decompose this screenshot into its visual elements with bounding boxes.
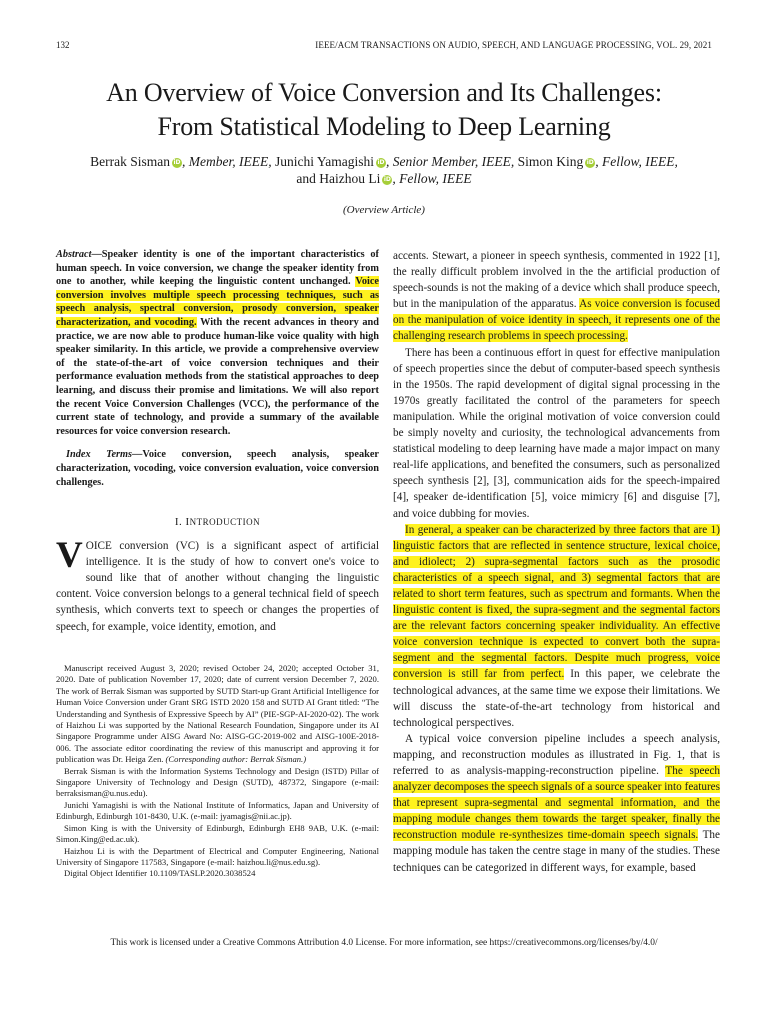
abstract (56, 248, 379, 438)
footnotes (56, 663, 379, 880)
author-list (60, 153, 708, 187)
body-paragraph (393, 248, 720, 345)
footnote-text: Manuscript received August 3, 2020; revised October 24, 2020; accepted October 31, 2020. Date of publication November 17, 2020; date of current version December 7, 2020. The work of Berrak Sisman was supported by SUTD Start-up Grant Artificial Intelligence for Human Voice Conversion under Grant SRG ISTD 2020 158 and SUTD AI Grant titled: “The Understanding and Synthesis of Expressive Speech by AI” (PIE-SGP-AI-2020-02). The work of Haizhou Li was supported by the National Research Foundation, Singapore under its AI Singapore Programme under AISG Award No: AISG-GC-2019-002 and AISG-100E-2018-006. The associate editor coordinating the review of this manuscript and approving it for publication was Dr. Heiga Zen. (56, 663, 379, 765)
footnote-affiliation: Berrak Sisman is with the Information Systems Technology and Design (ISTD) Pillar of Singapore University of Technology and Design (SUTD), 487372, Singapore (e-mail: berraksisman@u.nus.edu). (56, 765, 379, 799)
highlighted-text[interactable]: As voice conversion is focused on the manipulation of voice identity in speech, it represents one of the challenging research problems in speech processing. (393, 298, 720, 343)
abstract-text: —Speaker identity is one of the important characteristics of human speech. In voice conversion, we change the speaker identity from one to another, while keeping the linguistic content unchanged. (56, 249, 379, 288)
author-membership: , Fellow, IEEE, (595, 154, 678, 169)
section-numeral: I. (174, 516, 186, 529)
intro-text: OICE conversion (VC) is a significant aspect of artificial intelligence. It is the study of how to convert one's voice to sound like that of another without changing the linguistic content. Voice conversion belongs to a general technical field of speech synthesis, which converts text to speech or changes the properties of speech, for example, voice identity, emotion, and (56, 540, 379, 633)
footnote-doi: Digital Object Identifier 10.1109/TASLP.2020.3038524 (64, 868, 256, 879)
author-membership: , Member, IEEE, (182, 154, 272, 169)
corresponding-author: (Corresponding author: Berrak Sisman.) (165, 754, 307, 765)
abstract-lead: Abstract (56, 249, 92, 260)
title-line-1: An Overview of Voice Conversion and Its Challenges: (106, 78, 662, 107)
author-name: Junichi Yamagishi (271, 154, 375, 169)
footnote-affiliation: Haizhou Li is with the Department of Electrical and Computer Engineering, National University of Singapore 117583, Singapore (e-mail: haizhou.li@nus.edu.sg). (56, 845, 379, 867)
left-column (56, 248, 379, 635)
paper-title (40, 76, 728, 144)
orcid-icon[interactable]: iD (173, 159, 181, 166)
section-title-rest: NTRODUCTION (189, 517, 261, 528)
orcid-icon[interactable]: iD (377, 159, 385, 166)
body-paragraph (393, 522, 720, 731)
author-name: Simon King (514, 154, 584, 169)
author-membership: , Fellow, IEEE (392, 171, 472, 186)
footnote-affiliation: Simon King is with the University of Edinburgh, Edinburgh EH8 9AB, U.K. (e-mail: Simon.King@ed.ac.uk). (56, 822, 379, 845)
footnote-affiliation: Junichi Yamagishi is with the National Institute of Informatics, Japan and University of Edinburgh, Edinburgh 101-8430, U.K. (e-mail: jyamagis@nii.ac.jp). (56, 799, 379, 822)
highlighted-text[interactable]: The speech analyzer decomposes the speech signals of a source speaker into features that represent supra-segmental and segmental information, and the mapping module changes them towards the target speaker, finally the reconstruction module re-synthesizes time-domain speech signals. (393, 765, 720, 842)
index-terms (56, 448, 379, 489)
orcid-icon[interactable]: iD (586, 159, 594, 166)
body-text: The mapping module has taken the centre stage in many of the studies. These techniques can be categorized in different ways, for example, based (393, 829, 720, 874)
running-head (56, 40, 712, 54)
orcid-icon[interactable]: iD (383, 176, 391, 183)
author-name: and Haizhou Li (296, 171, 381, 186)
right-column (393, 248, 720, 876)
section-heading (56, 516, 379, 528)
index-terms-text: —Voice conversion, speech analysis, speaker characterization, vocoding, voice conversion evaluation, voice conversion challenges. (56, 449, 379, 488)
index-terms-lead: Index Terms (66, 449, 133, 461)
page-number: 132 (56, 40, 70, 50)
body-paragraph (393, 731, 720, 876)
body-text: accents. Stewart, a pioneer in speech synthesis, commented in 1922 [1], the really difficult problem involved in the the artificial production of speech-sounds is not the making of a device which shall produce speech, but in the manipulation of the apparatus. (393, 250, 720, 311)
abstract-text: With the recent advances in theory and practice, we are now able to produce human-like voice quality with high speaker similarity. In this article, we provide a comprehensive overview of the state-of-the-art of voice conversion techniques and their performance evaluation methods from the statistical approaches to deep learning, and discuss their promise and limitations. We will also report the recent Voice Conversion Challenges (VCC), the performance of the current state of technology, and provide a summary of the available resources for voice conversion research. (56, 316, 379, 437)
author-name: Berrak Sisman (90, 154, 171, 169)
drop-cap: V (56, 535, 83, 577)
body-text: In this paper, we celebrate the technological advances, at the same time we expose their limitations. We will discuss the state-of-the-art technology from historical and technological perspectives. (393, 668, 720, 729)
body-text: A typical voice conversion pipeline includes a speech analysis, mapping, and reconstruction modules as illustrated in Fig. 1, that is referred to as analysis-mapping-reconstruction pipeline. (393, 732, 720, 777)
highlighted-text[interactable]: In general, a speaker can be characterized by three factors that are 1) linguistic factors that are reflected in sentence structure, lexical choice, and idiolect; 2) supra-segmental factors such as the prosodic characteristics of a speech signal, and 3) segmental factors that are related to short term features, such as spectrum and formants. When the linguistic content is fixed, the supra-segment and the segmental factors are the relevant factors concerning speaker individuality. An effective voice conversion technique is expected to convert both the supra-segment and the segmental factors. Despite much progress, voice conversion is still far from perfect. (393, 523, 720, 681)
title-line-2: From Statistical Modeling to Deep Learning (157, 112, 611, 141)
highlighted-text[interactable]: Voice conversion involves multiple speech processing techniques, such as speech analysis, spectral conversion, prosody conversion, speaker characterization, and vocoding. (56, 276, 379, 328)
license-notice: This work is licensed under a Creative Commons Attribution 4.0 License. For more information, see https://creativecommons.org/licenses/by/4.0/ (110, 938, 658, 948)
section-title-initial: I (185, 516, 190, 529)
footnote-manuscript (56, 663, 379, 766)
author-membership: , Senior Member, IEEE, (386, 154, 515, 169)
body-paragraph: There has been a continuous effort in quest for effective manipulation of speech properties since the debut of computer-based speech synthesis in the 1950s. The rapid development of digital signal processing in the 1970s greatly facilitated the control of the parameters for speech manipulation. While the original motivation of voice conversion could be simply novelty and curiosity, the technological advancements from statistical modeling to deep learning have made a major impact on many real-life applications, and benefited the consumers, such as personalized speech synthesis [2], [3], communication aids for the speech-impaired [4], speaker de-identification [5], voice mimicry [6] and disguise [7], and voice dubbing for movies. (393, 346, 720, 520)
article-type: (Overview Article) (343, 204, 425, 216)
intro-paragraph (56, 535, 379, 635)
journal-name: IEEE/ACM TRANSACTIONS ON AUDIO, SPEECH, AND LANGUAGE PROCESSING, VOL. 29, 2021 (315, 40, 712, 50)
